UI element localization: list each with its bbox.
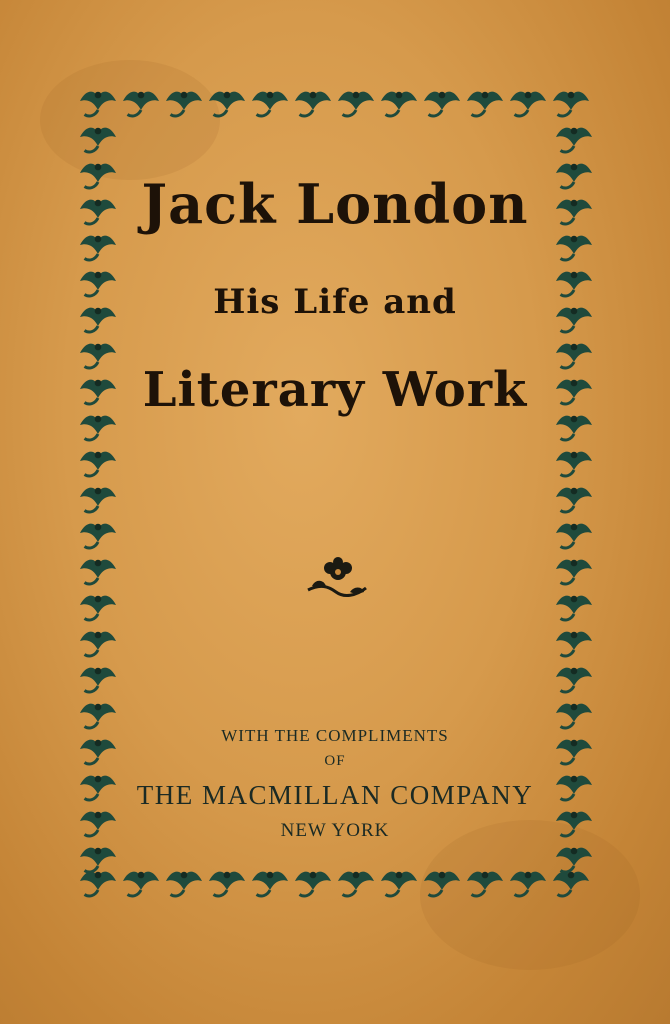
floral-tulip-icon (80, 668, 116, 692)
floral-tulip-icon (556, 848, 592, 872)
floral-tulip-icon (338, 872, 374, 896)
floral-tulip-icon (556, 524, 592, 548)
floral-tulip-icon (510, 92, 546, 116)
floral-tulip-icon (553, 92, 589, 116)
floral-tulip-icon (467, 92, 503, 116)
floral-tulip-icon (80, 704, 116, 728)
floral-tulip-icon (209, 92, 245, 116)
floral-tulip-icon (80, 848, 116, 872)
floral-tulip-icon (553, 872, 589, 896)
floral-tulip-icon (80, 92, 116, 116)
floral-tulip-icon (338, 92, 374, 116)
floral-tulip-icon (295, 92, 331, 116)
floral-tulip-icon (424, 92, 460, 116)
floral-tulip-icon (80, 632, 116, 656)
publisher-name: THE MACMILLAN COMPANY (136, 780, 534, 810)
floral-tulip-icon (467, 872, 503, 896)
floral-tulip-icon (123, 92, 159, 116)
floral-tulip-icon (556, 596, 592, 620)
of-line: OF (324, 753, 346, 769)
floral-tulip-icon (381, 92, 417, 116)
floral-tulip-icon (252, 92, 288, 116)
floral-tulip-icon (556, 416, 592, 440)
floral-tulip-icon (166, 92, 202, 116)
subtitle-literary-work: Literary Work (142, 362, 528, 418)
floral-tulip-icon (80, 596, 116, 620)
publisher-city: NEW YORK (280, 820, 390, 841)
floral-tulip-icon (252, 872, 288, 896)
floral-tulip-icon (556, 560, 592, 584)
subtitle-his-life: His Life and (213, 282, 457, 322)
floral-tulip-icon (80, 128, 116, 152)
flower-sprig-icon (306, 556, 370, 600)
floral-tulip-icon (80, 488, 116, 512)
floral-tulip-icon (80, 872, 116, 896)
floral-tulip-icon (556, 128, 592, 152)
floral-tulip-icon (556, 632, 592, 656)
floral-tulip-icon (556, 704, 592, 728)
floral-tulip-icon (510, 872, 546, 896)
title-jack-london: Jack London (141, 172, 529, 236)
floral-tulip-icon (80, 560, 116, 584)
floral-tulip-icon (424, 872, 460, 896)
floral-tulip-icon (80, 452, 116, 476)
floral-tulip-icon (556, 668, 592, 692)
floral-tulip-icon (556, 488, 592, 512)
compliments-line: WITH THE COMPLIMENTS (221, 726, 449, 745)
floral-tulip-icon (556, 452, 592, 476)
floral-tulip-icon (209, 872, 245, 896)
floral-tulip-icon (381, 872, 417, 896)
floral-tulip-icon (80, 524, 116, 548)
floral-tulip-icon (166, 872, 202, 896)
floral-tulip-icon (80, 416, 116, 440)
floral-tulip-icon (123, 872, 159, 896)
floral-tulip-icon (80, 236, 116, 260)
floral-tulip-icon (556, 236, 592, 260)
floral-tulip-icon (295, 872, 331, 896)
